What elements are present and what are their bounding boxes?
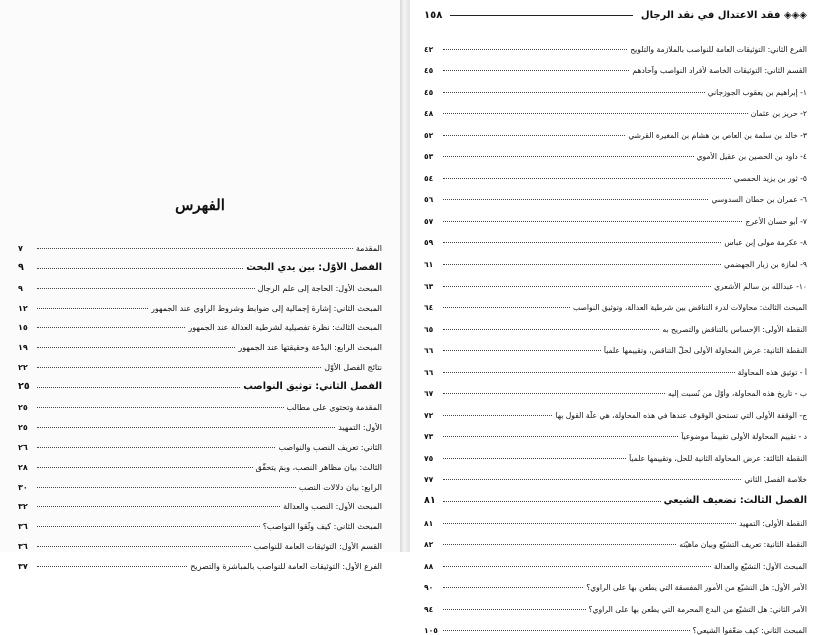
toc-entry-page: ٩٠: [424, 583, 434, 593]
toc-dot-leader: [37, 288, 255, 289]
toc-dot-leader: [37, 546, 251, 547]
toc-entry: [18, 313, 382, 333]
toc-entry-title: ١٠- عبدالله بن سالم الأشعري: [714, 281, 807, 291]
toc-dot-leader: [37, 427, 335, 428]
toc-entry-title: ٤- داود بن الحصين بن عقيل الأموي: [696, 152, 807, 162]
right-page: [410, 0, 821, 635]
toc-entry-title: الثالث: بيان مظاهر النصب، وبِمَ يتحقّق: [255, 462, 382, 472]
toc-entry-title: ج- الوقفة الأولى التي تستحق الوقوف عندها في هذه المحاولة، هي علّة القول بها: [555, 410, 807, 420]
toc-entry-page: ٤٢: [424, 44, 434, 54]
toc-entry-title: النقطة الأولى: التمهيد: [739, 518, 807, 528]
toc-entry: [424, 204, 807, 226]
toc-entry-title: المبحث الأول: النصب والعدالة: [283, 502, 382, 512]
toc-dot-leader: [443, 350, 601, 351]
toc-entry: [424, 441, 807, 463]
toc-entry: [424, 377, 807, 399]
toc-entry-page: ٩: [18, 261, 24, 273]
toc-entry-title: الفرع الثاني: التوثيقات العامة للنواصب بالملازمة والتلويح: [630, 44, 807, 54]
toc-dot-leader: [37, 467, 253, 468]
toc-entry: [424, 484, 807, 506]
toc-entry: [18, 511, 382, 531]
toc-entry-title: أ - توثيق هذه المحاولة: [737, 367, 807, 377]
toc-dot-leader: [37, 487, 296, 488]
toc-dot-leader: [443, 436, 678, 437]
toc-entry-title: ٩- لمازة بن زبار الجهضمي: [724, 260, 807, 270]
toc-dot-leader: [443, 70, 629, 71]
toc-entry-title: المبحث الثاني: إشارة إجمالية إلى ضوابط وشروط الراوي عند الجمهور: [151, 303, 382, 313]
toc-dot-leader: [443, 286, 711, 287]
toc-entry: [424, 592, 807, 614]
toc-dot-leader: [443, 479, 741, 480]
toc-dot-leader: [443, 113, 748, 114]
toc-dot-leader: [443, 178, 731, 179]
toc-dot-leader: [443, 415, 552, 416]
toc-entry: [18, 332, 382, 352]
toc-entry-title: ٦- عمران بن حطان السدوسي: [711, 195, 807, 205]
toc-entry-title: الفصل الأوّل: بين يدي البحث: [246, 261, 382, 273]
toc-dot-leader: [443, 566, 711, 567]
toc-dot-leader: [443, 458, 626, 459]
toc-entry: [18, 472, 382, 492]
toc-entry-title: النقطة الأولى: الإحساس بالتناقض والتصريح به: [662, 324, 807, 334]
toc-entry-page: ١٠٥: [424, 626, 438, 635]
toc-entry-title: المبحث الثاني: كيف ضعّفوا الشيعي؟: [692, 626, 807, 635]
toc-entry-page: ٨٨: [424, 561, 434, 571]
toc-entry-title: الفصل الثاني: توثيق النواصب: [243, 381, 382, 393]
book-gutter: [400, 0, 410, 552]
toc-dot-leader: [37, 308, 148, 309]
toc-entry: [18, 492, 382, 512]
toc-entry: [424, 226, 807, 248]
toc-entry-page: ٥٩: [424, 238, 434, 248]
toc-entry-page: ٢٥: [18, 403, 28, 413]
toc-entry-title: المبحث الثالث: نظرة تفصيلية لشرطية العدالة عند الجمهور: [188, 323, 382, 333]
page-number: ١٥٨: [424, 9, 443, 21]
toc-dot-leader: [443, 544, 676, 545]
toc-entry: [424, 269, 807, 291]
toc-entry: [424, 355, 807, 377]
toc-entry-page: ٢٦: [18, 442, 28, 452]
toc-entry-title: ٥- ثور بن يزيد الحمصي: [733, 173, 807, 183]
toc-dot-leader: [443, 609, 586, 610]
toc-entry-page: ٩٤: [424, 604, 434, 614]
toc-entry-page: ١٩: [18, 343, 28, 353]
toc-entry: [18, 531, 382, 551]
toc-dot-leader: [443, 221, 742, 222]
toc-dot-leader: [37, 248, 353, 249]
toc-entry: [424, 140, 807, 162]
toc-dot-leader: [443, 372, 735, 373]
toc-entry-page: ٥٧: [424, 216, 434, 226]
toc-entry: [424, 183, 807, 205]
toc-entry-page: ٨١: [424, 518, 434, 528]
toc-entry-title: المبحث الأول: الحاجة إلى علم الرجال: [257, 283, 382, 293]
toc-dot-leader: [37, 367, 321, 368]
toc-dot-leader: [37, 447, 275, 448]
header-rule: [450, 15, 633, 16]
toc-entry-page: ٦٦: [424, 346, 434, 356]
toc-entry: [424, 118, 807, 140]
toc-entry: [18, 412, 382, 432]
toc-entry-page: ٦٣: [424, 281, 434, 291]
toc-entry-title: المبحث الثاني: كيف وثّقوا النواصب؟: [262, 522, 382, 532]
toc-entry-title: القسم الثاني: التوثيقات الخاصة لأفراد النواصب وآحادهم: [632, 66, 807, 76]
toc-entry-page: ٥٦: [424, 195, 434, 205]
toc-entry-title: النقطة الثالثة: عرض المحاولة الثانية للحل، وتقييمها علمياً: [629, 453, 807, 463]
toc-entry: [424, 54, 807, 76]
toc-entry-page: ٧: [18, 243, 23, 253]
toc-entry: [424, 291, 807, 313]
toc-entry: [18, 233, 382, 253]
toc-entry: [424, 528, 807, 550]
toc-entry-title: د - تقييم المحاولة الأولى تقييماً موضوعياً: [681, 432, 807, 442]
toc-dot-leader: [443, 630, 690, 631]
toc-entry: [424, 97, 807, 119]
toc-dot-leader: [443, 307, 570, 308]
toc-entry-page: ٨١: [424, 495, 436, 507]
toc-entry-page: ٩: [18, 283, 23, 293]
toc-entry: [18, 432, 382, 452]
toc-entry-title: الفصل الثالث: تضعيف الشيعي: [663, 495, 807, 507]
toc-entry-page: ٧٧: [424, 475, 434, 485]
toc-entry: [424, 463, 807, 485]
toc-dot-leader: [443, 393, 665, 394]
toc-entry-page: ٨٢: [424, 540, 434, 550]
toc-dot-leader: [37, 407, 284, 408]
toc-entry: [424, 420, 807, 442]
right-toc-list: [424, 32, 807, 635]
toc-entry-title: ١- إبراهيم بن يعقوب الجوزجاني: [707, 87, 807, 97]
toc-entry-page: ٣٧: [18, 562, 28, 572]
toc-entry-page: ٥٢: [424, 130, 434, 140]
toc-entry: [424, 614, 807, 635]
toc-entry: [18, 372, 382, 392]
toc-dot-leader: [443, 329, 659, 330]
toc-entry: [424, 334, 807, 356]
toc-dot-leader: [443, 587, 583, 588]
toc-entry-title: ٣- خالد بن سلمة بن العاص بن هشام بن المغيرة القرشي: [628, 130, 807, 140]
toc-entry-title: الأمر الأول: هل التشيّع من الأمور المفسقة التي يطعن بها على الراوي؟: [586, 583, 807, 593]
toc-entry-title: المبحث الثالث: محاولات لدرء التناقض بين شرطية العدالة، وتوثيق النواصب: [572, 303, 807, 313]
page-header: [424, 8, 807, 22]
toc-entry-page: ٦٤: [424, 303, 434, 313]
toc-entry: [18, 551, 382, 571]
toc-dot-leader: [37, 347, 235, 348]
toc-dot-leader: [37, 387, 240, 388]
toc-entry-page: ٤٥: [424, 87, 434, 97]
toc-entry-page: ٣٢: [18, 502, 28, 512]
toc-entry-title: الفرع الأول: التوثيقات العامة للنواصب بالمباشرة والتصريح: [190, 562, 382, 572]
toc-dot-leader: [443, 49, 627, 50]
toc-entry-page: ٢٥: [18, 422, 28, 432]
toc-entry-title: الرابع: بيان دلالات النصب: [298, 482, 382, 492]
toc-entry: [18, 293, 382, 313]
toc-entry: [18, 253, 382, 273]
toc-entry-page: ٣٦: [18, 522, 28, 532]
toc-entry-page: ٦١: [424, 260, 434, 270]
toc-entry-title: القسم الأول: التوثيقات العامة للنواصب: [253, 542, 382, 552]
toc-entry: [424, 32, 807, 54]
toc-entry-page: ٦٧: [424, 389, 434, 399]
toc-entry-title: نتائج الفصل الأوّل: [324, 363, 382, 373]
left-toc-list: [18, 233, 382, 571]
toc-entry-title: الثاني: تعريف النصب والنواصب: [278, 442, 382, 452]
toc-entry-page: ٣٠: [18, 482, 28, 492]
toc-entry: [424, 247, 807, 269]
toc-entry-title: النقطة الثانية: تعريف التشيّع وبيان ماهيّته: [679, 540, 807, 550]
toc-entry-title: ب - تاريخ هذه المحاولة، وأوّل من نُسبت إليه: [667, 389, 807, 399]
toc-entry-page: ٦٦: [424, 367, 434, 377]
toc-entry-page: ٢٢: [18, 363, 28, 373]
left-page: [0, 0, 400, 572]
toc-entry-page: ٢٥: [18, 381, 30, 393]
toc-entry: [424, 571, 807, 593]
toc-dot-leader: [37, 566, 187, 567]
toc-entry: [424, 506, 807, 528]
toc-dot-leader: [37, 526, 260, 527]
toc-entry-page: ٣٦: [18, 542, 28, 552]
toc-dot-leader: [443, 501, 661, 502]
toc-dot-leader: [443, 92, 705, 93]
toc-entry-page: ١٢: [18, 303, 28, 313]
toc-dot-leader: [37, 268, 243, 269]
toc-entry-page: ٤٨: [424, 109, 434, 119]
toc-entry-title: المقدمة وتحتوي على مطالب: [286, 403, 382, 413]
toc-entry: [424, 398, 807, 420]
toc-entry-page: ٧٥: [424, 453, 434, 463]
toc-dot-leader: [37, 327, 185, 328]
running-title: ◈◈◈ فقد الاعتدال في نقد الرجال: [640, 9, 807, 21]
toc-entry-title: الأول: التمهيد: [338, 422, 382, 432]
toc-entry-title: ٨- عكرمة مولى إبن عباس: [724, 238, 807, 248]
toc-entry: [18, 352, 382, 372]
toc-dot-leader: [443, 523, 736, 524]
toc-entry-page: ٢٨: [18, 462, 28, 472]
toc-entry-page: ٦٥: [424, 324, 434, 334]
toc-entry-page: ٤٥: [424, 66, 434, 76]
toc-entry-title: خلاصة الفصل الثاني: [744, 475, 807, 485]
toc-entry-page: ٧٢: [424, 410, 434, 420]
toc-entry-title: المبحث الرابع: البدْعة وحقيقتها عند الجمهور: [238, 343, 382, 353]
toc-entry-page: ٧٣: [424, 432, 434, 442]
toc-dot-leader: [443, 199, 708, 200]
toc-entry-title: المبحث الأول: التشيّع والعدالة: [714, 561, 807, 571]
toc-entry-page: ١٥: [18, 323, 28, 333]
toc-dot-leader: [443, 242, 721, 243]
toc-entry: [424, 549, 807, 571]
toc-entry-page: ٥٤: [424, 173, 434, 183]
toc-entry-page: ٥٣: [424, 152, 434, 162]
index-title: الفهرس: [175, 196, 225, 214]
toc-entry: [18, 452, 382, 472]
toc-dot-leader: [443, 264, 721, 265]
toc-entry: [18, 392, 382, 412]
toc-entry: [424, 312, 807, 334]
toc-entry: [424, 161, 807, 183]
toc-dot-leader: [443, 156, 694, 157]
toc-dot-leader: [443, 135, 625, 136]
toc-entry-title: المقدمة: [355, 243, 382, 253]
toc-entry-title: ٧- أبو حسان الأعرج: [745, 216, 807, 226]
toc-entry: [424, 75, 807, 97]
toc-entry-title: الأمر الثاني: هل التشيّع من البدع المحرمة التي يطعن بها على الراوي؟: [588, 604, 807, 614]
toc-dot-leader: [37, 506, 280, 507]
toc-entry-title: ٢- حريز بن عثمان: [750, 109, 807, 119]
toc-entry-title: النقطة الثانية: عرض المحاولة الأولى لحلّ التناقض، وتقييمها علمياً: [603, 346, 807, 356]
toc-entry: [18, 273, 382, 293]
